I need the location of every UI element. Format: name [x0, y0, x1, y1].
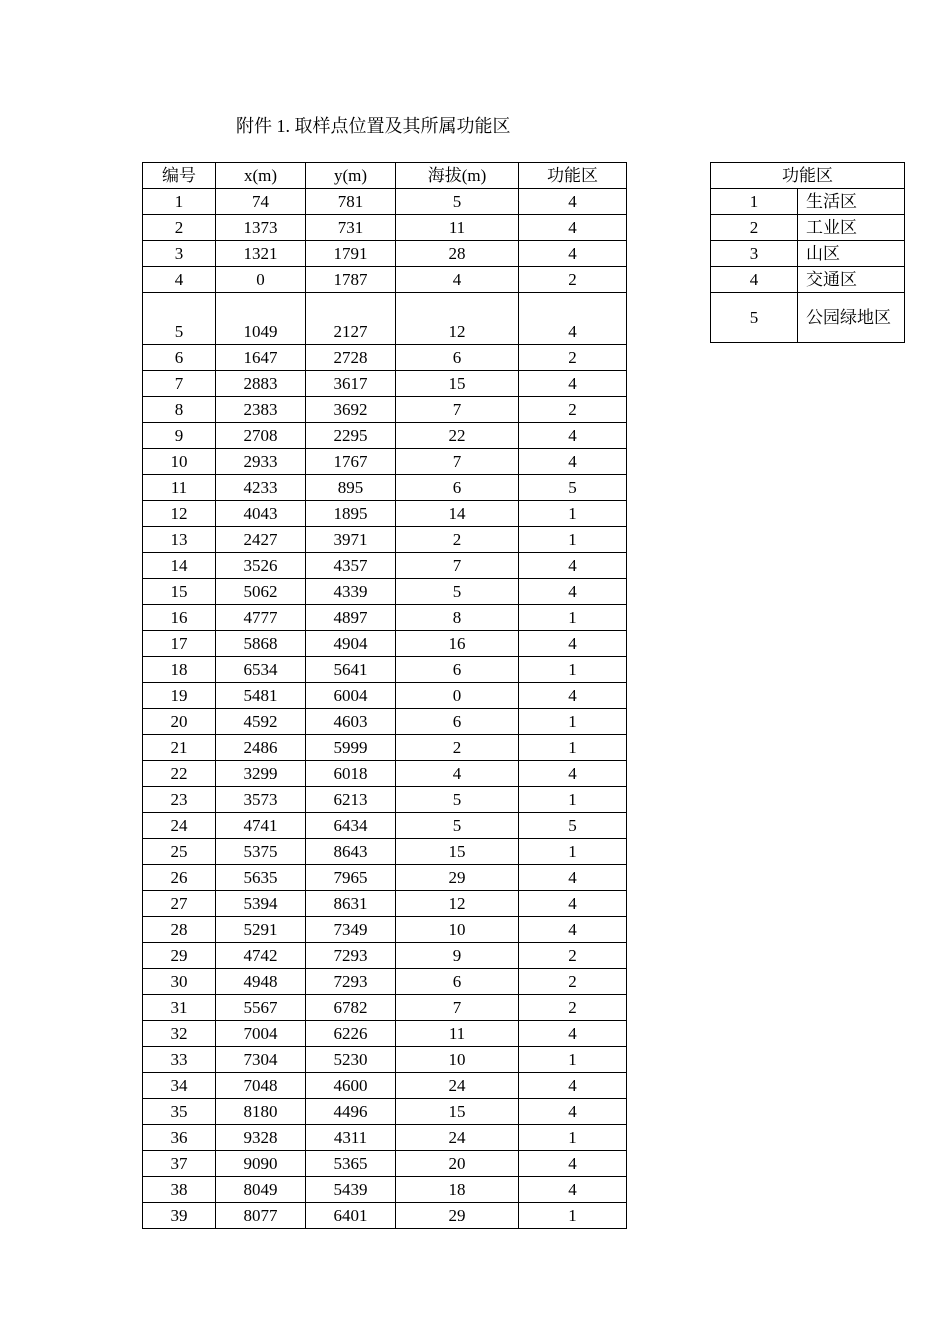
table-cell: 4	[519, 553, 627, 579]
table-cell: 1	[519, 735, 627, 761]
table-cell: 4	[519, 683, 627, 709]
table-cell: 1049	[216, 293, 306, 345]
table-cell: 1	[519, 839, 627, 865]
table-cell: 4	[519, 1151, 627, 1177]
table-cell: 5	[396, 579, 519, 605]
table-cell: 1	[519, 527, 627, 553]
table-cell: 731	[306, 215, 396, 241]
table-cell: 4	[519, 761, 627, 787]
table-cell: 14	[143, 553, 216, 579]
table-row	[143, 969, 627, 995]
table-cell: 1647	[216, 345, 306, 371]
table-cell: 1	[519, 501, 627, 527]
table-cell: 781	[306, 189, 396, 215]
table-cell: 0	[396, 683, 519, 709]
table-cell: 28	[396, 241, 519, 267]
table-cell: 4	[396, 761, 519, 787]
table-row	[143, 371, 627, 397]
legend-row	[711, 267, 905, 293]
legend-zone-name: 公园绿地区	[798, 293, 905, 343]
function-zone-legend-table	[710, 162, 905, 343]
table-cell: 4	[519, 293, 627, 345]
table-cell: 12	[396, 293, 519, 345]
table-row	[143, 553, 627, 579]
table-cell: 30	[143, 969, 216, 995]
table-cell: 7	[396, 397, 519, 423]
table-cell: 6	[396, 475, 519, 501]
table-cell: 15	[396, 1099, 519, 1125]
table-cell: 6	[396, 969, 519, 995]
table-row	[143, 501, 627, 527]
table-cell: 2295	[306, 423, 396, 449]
table-cell: 4	[519, 189, 627, 215]
table-cell: 36	[143, 1125, 216, 1151]
table-cell: 1	[519, 1125, 627, 1151]
legend-zone-name: 工业区	[798, 215, 905, 241]
table-cell: 12	[143, 501, 216, 527]
table-row	[143, 1177, 627, 1203]
table-cell: 7	[396, 995, 519, 1021]
legend-code: 3	[711, 241, 798, 267]
table-row	[143, 787, 627, 813]
table-cell: 4741	[216, 813, 306, 839]
table-cell: 4	[519, 865, 627, 891]
table-cell: 16	[396, 631, 519, 657]
table-cell: 15	[143, 579, 216, 605]
legend-code: 2	[711, 215, 798, 241]
table-cell: 6	[396, 345, 519, 371]
table-cell: 4339	[306, 579, 396, 605]
table-row	[143, 891, 627, 917]
table-cell: 5567	[216, 995, 306, 1021]
table-cell: 4	[519, 891, 627, 917]
table-cell: 7	[396, 553, 519, 579]
table-cell: 4043	[216, 501, 306, 527]
table-cell: 4	[519, 1177, 627, 1203]
table-cell: 1	[519, 657, 627, 683]
table-cell: 34	[143, 1073, 216, 1099]
table-cell: 8631	[306, 891, 396, 917]
table-cell: 2383	[216, 397, 306, 423]
table-cell: 3573	[216, 787, 306, 813]
table-cell: 9	[396, 943, 519, 969]
legend-header-row	[711, 163, 905, 189]
table-cell: 3299	[216, 761, 306, 787]
table-cell: 29	[396, 1203, 519, 1229]
table-cell: 4	[519, 449, 627, 475]
legend-header: 功能区	[711, 163, 905, 189]
table-header-row	[143, 163, 627, 189]
table-cell: 8	[396, 605, 519, 631]
table-cell: 1	[519, 1047, 627, 1073]
table-cell: 2708	[216, 423, 306, 449]
table-cell: 15	[396, 839, 519, 865]
table-row	[143, 449, 627, 475]
table-row	[143, 267, 627, 293]
table-cell: 5481	[216, 683, 306, 709]
table-row	[143, 865, 627, 891]
table-row	[143, 839, 627, 865]
table-cell: 7349	[306, 917, 396, 943]
table-cell: 8077	[216, 1203, 306, 1229]
table-cell: 24	[143, 813, 216, 839]
table-row	[143, 631, 627, 657]
table-cell: 4496	[306, 1099, 396, 1125]
table-cell: 1373	[216, 215, 306, 241]
table-cell: 5	[519, 475, 627, 501]
table-cell: 2127	[306, 293, 396, 345]
table-cell: 35	[143, 1099, 216, 1125]
table-cell: 7293	[306, 969, 396, 995]
table-cell: 1	[519, 709, 627, 735]
table-cell: 6	[143, 345, 216, 371]
table-row	[143, 683, 627, 709]
table-cell: 1791	[306, 241, 396, 267]
table-cell: 5291	[216, 917, 306, 943]
table-cell: 33	[143, 1047, 216, 1073]
table-cell: 4	[519, 1099, 627, 1125]
table-cell: 21	[143, 735, 216, 761]
table-cell: 4	[519, 917, 627, 943]
column-header: x(m)	[216, 163, 306, 189]
table-row	[143, 475, 627, 501]
table-cell: 7304	[216, 1047, 306, 1073]
table-cell: 5394	[216, 891, 306, 917]
table-row	[143, 1203, 627, 1229]
table-cell: 20	[143, 709, 216, 735]
table-row	[143, 761, 627, 787]
table-cell: 5	[519, 813, 627, 839]
table-cell: 7965	[306, 865, 396, 891]
table-cell: 15	[396, 371, 519, 397]
table-cell: 11	[396, 215, 519, 241]
table-cell: 20	[396, 1151, 519, 1177]
table-cell: 12	[396, 891, 519, 917]
table-cell: 22	[396, 423, 519, 449]
table-cell: 4948	[216, 969, 306, 995]
table-cell: 2	[143, 215, 216, 241]
table-row	[143, 813, 627, 839]
table-cell: 9	[143, 423, 216, 449]
table-row	[143, 215, 627, 241]
table-cell: 24	[396, 1125, 519, 1151]
legend-zone-name: 山区	[798, 241, 905, 267]
legend-code: 4	[711, 267, 798, 293]
table-row	[143, 735, 627, 761]
table-cell: 5439	[306, 1177, 396, 1203]
table-row	[143, 1021, 627, 1047]
table-cell: 1767	[306, 449, 396, 475]
table-cell: 4	[519, 241, 627, 267]
legend-row	[711, 189, 905, 215]
table-cell: 2	[519, 267, 627, 293]
table-cell: 7	[396, 449, 519, 475]
table-cell: 6	[396, 657, 519, 683]
table-cell: 1321	[216, 241, 306, 267]
table-cell: 5230	[306, 1047, 396, 1073]
table-row	[143, 1073, 627, 1099]
table-cell: 4357	[306, 553, 396, 579]
table-cell: 6782	[306, 995, 396, 1021]
table-cell: 2	[519, 345, 627, 371]
table-cell: 4897	[306, 605, 396, 631]
table-row	[143, 527, 627, 553]
table-cell: 10	[396, 1047, 519, 1073]
table-cell: 10	[396, 917, 519, 943]
table-cell: 6401	[306, 1203, 396, 1229]
table-row	[143, 189, 627, 215]
table-cell: 18	[396, 1177, 519, 1203]
table-cell: 2	[519, 943, 627, 969]
sampling-points-table	[142, 162, 627, 1229]
table-cell: 11	[396, 1021, 519, 1047]
table-cell: 6018	[306, 761, 396, 787]
table-cell: 2486	[216, 735, 306, 761]
table-cell: 1787	[306, 267, 396, 293]
table-cell: 2	[396, 527, 519, 553]
table-cell: 24	[396, 1073, 519, 1099]
table-cell: 29	[143, 943, 216, 969]
table-cell: 4	[519, 579, 627, 605]
table-cell: 8049	[216, 1177, 306, 1203]
table-row	[143, 1099, 627, 1125]
table-cell: 28	[143, 917, 216, 943]
table-cell: 37	[143, 1151, 216, 1177]
table-cell: 4592	[216, 709, 306, 735]
table-cell: 895	[306, 475, 396, 501]
table-cell: 5	[396, 189, 519, 215]
table-cell: 4	[519, 215, 627, 241]
column-header: 编号	[143, 163, 216, 189]
legend-code: 1	[711, 189, 798, 215]
table-cell: 2	[396, 735, 519, 761]
table-cell: 0	[216, 267, 306, 293]
table-row	[143, 917, 627, 943]
table-cell: 6434	[306, 813, 396, 839]
legend-row	[711, 293, 905, 343]
table-cell: 2728	[306, 345, 396, 371]
table-cell: 9090	[216, 1151, 306, 1177]
table-cell: 4	[519, 631, 627, 657]
table-row	[143, 657, 627, 683]
table-cell: 1	[519, 1203, 627, 1229]
table-cell: 5	[396, 813, 519, 839]
table-cell: 6213	[306, 787, 396, 813]
legend-row	[711, 215, 905, 241]
table-cell: 1	[143, 189, 216, 215]
legend-code: 5	[711, 293, 798, 343]
table-cell: 7293	[306, 943, 396, 969]
table-cell: 4600	[306, 1073, 396, 1099]
column-header: 功能区	[519, 163, 627, 189]
table-cell: 4904	[306, 631, 396, 657]
table-cell: 25	[143, 839, 216, 865]
table-cell: 3971	[306, 527, 396, 553]
table-cell: 9328	[216, 1125, 306, 1151]
table-row	[143, 1125, 627, 1151]
table-cell: 4233	[216, 475, 306, 501]
table-cell: 4	[396, 267, 519, 293]
document-title: 附件 1. 取样点位置及其所属功能区	[236, 116, 511, 136]
table-cell: 26	[143, 865, 216, 891]
table-cell: 3526	[216, 553, 306, 579]
table-cell: 39	[143, 1203, 216, 1229]
table-cell: 3617	[306, 371, 396, 397]
table-cell: 3	[143, 241, 216, 267]
table-row	[143, 579, 627, 605]
column-header: 海拔(m)	[396, 163, 519, 189]
table-cell: 6004	[306, 683, 396, 709]
table-cell: 4603	[306, 709, 396, 735]
table-row	[143, 241, 627, 267]
table-cell: 74	[216, 189, 306, 215]
table-cell: 13	[143, 527, 216, 553]
table-cell: 2933	[216, 449, 306, 475]
table-cell: 2	[519, 969, 627, 995]
table-cell: 19	[143, 683, 216, 709]
table-cell: 3692	[306, 397, 396, 423]
legend-row	[711, 241, 905, 267]
table-cell: 7	[143, 371, 216, 397]
table-cell: 4	[143, 267, 216, 293]
legend-zone-name: 交通区	[798, 267, 905, 293]
table-cell: 1	[519, 605, 627, 631]
table-cell: 5635	[216, 865, 306, 891]
table-row	[143, 1047, 627, 1073]
table-cell: 5	[396, 787, 519, 813]
table-cell: 8643	[306, 839, 396, 865]
table-cell: 6534	[216, 657, 306, 683]
table-cell: 38	[143, 1177, 216, 1203]
table-cell: 4	[519, 1073, 627, 1099]
table-cell: 2	[519, 995, 627, 1021]
table-cell: 27	[143, 891, 216, 917]
table-cell: 2	[519, 397, 627, 423]
table-cell: 7048	[216, 1073, 306, 1099]
table-row	[143, 995, 627, 1021]
table-cell: 6	[396, 709, 519, 735]
table-row	[143, 293, 627, 345]
table-cell: 10	[143, 449, 216, 475]
table-cell: 8180	[216, 1099, 306, 1125]
table-cell: 31	[143, 995, 216, 1021]
table-cell: 4	[519, 423, 627, 449]
table-cell: 22	[143, 761, 216, 787]
table-cell: 29	[396, 865, 519, 891]
table-cell: 32	[143, 1021, 216, 1047]
table-row	[143, 605, 627, 631]
table-cell: 4777	[216, 605, 306, 631]
table-row	[143, 345, 627, 371]
table-cell: 5375	[216, 839, 306, 865]
table-cell: 5	[143, 293, 216, 345]
table-cell: 11	[143, 475, 216, 501]
table-cell: 2883	[216, 371, 306, 397]
table-cell: 5062	[216, 579, 306, 605]
table-cell: 6226	[306, 1021, 396, 1047]
table-cell: 7004	[216, 1021, 306, 1047]
column-header: y(m)	[306, 163, 396, 189]
table-cell: 16	[143, 605, 216, 631]
table-row	[143, 943, 627, 969]
table-cell: 1	[519, 787, 627, 813]
table-cell: 8	[143, 397, 216, 423]
table-cell: 18	[143, 657, 216, 683]
legend-zone-name: 生活区	[798, 189, 905, 215]
table-cell: 5365	[306, 1151, 396, 1177]
table-cell: 14	[396, 501, 519, 527]
table-cell: 4742	[216, 943, 306, 969]
table-row	[143, 709, 627, 735]
table-cell: 5641	[306, 657, 396, 683]
table-row	[143, 423, 627, 449]
table-cell: 4	[519, 1021, 627, 1047]
table-cell: 1895	[306, 501, 396, 527]
table-cell: 4	[519, 371, 627, 397]
table-cell: 23	[143, 787, 216, 813]
table-cell: 5999	[306, 735, 396, 761]
table-cell: 5868	[216, 631, 306, 657]
table-cell: 17	[143, 631, 216, 657]
table-cell: 2427	[216, 527, 306, 553]
table-row	[143, 397, 627, 423]
table-cell: 4311	[306, 1125, 396, 1151]
table-row	[143, 1151, 627, 1177]
